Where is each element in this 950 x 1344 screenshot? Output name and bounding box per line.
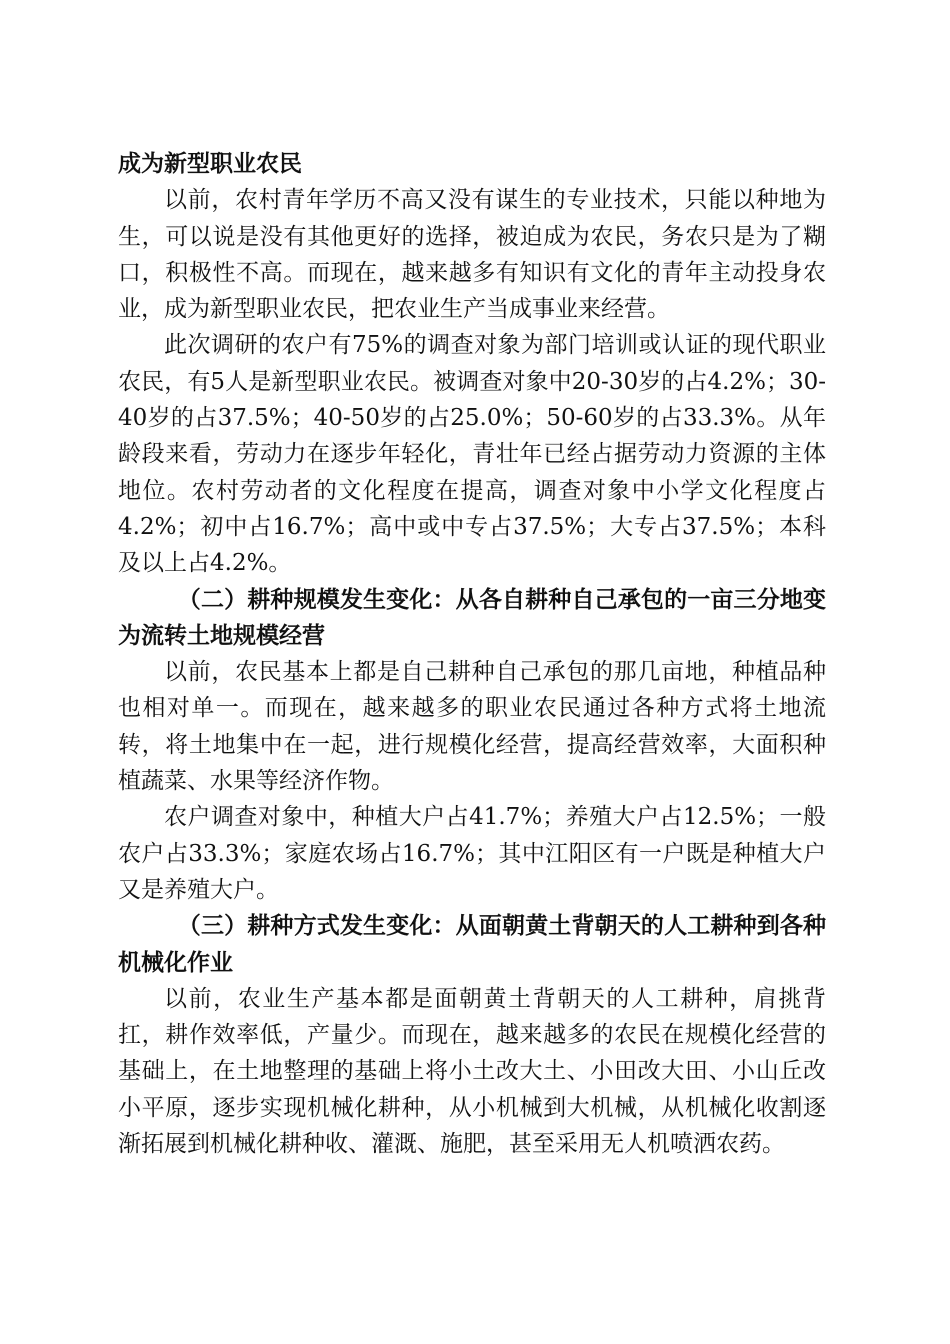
section-heading: （二）耕种规模发生变化：从各自耕种自己承包的一亩三分地变为流转土地规模经营 (118, 585, 826, 649)
document-page (118, 146, 826, 1162)
section-heading-continuation: 成为新型职业农民 (118, 150, 302, 177)
section-heading: （三）耕种方式发生变化：从面朝黄土背朝天的人工耕种到各种机械化作业 (118, 912, 826, 976)
body-paragraph: 以前，农业生产基本都是面朝黄土背朝天的人工耕种，肩挑背扛，耕作效率低，产量少。而现在，越来越多的农民在规模化经营的基础上，在土地整理的基础上将小土改大土、小田改大田、小山丘改小平原，逐步实现机械化耕种，从小机械到大机械，从机械化收割逐渐拓展到机械化耕种收、灌溉、施肥，甚至采用无人机喷洒农药。 (118, 985, 826, 1158)
body-paragraph: 以前，农民基本上都是自己耕种自己承包的那几亩地，种植品种也相对单一。而现在，越来越多的职业农民通过各种方式将土地流转，将土地集中在一起，进行规模化经营，提高经营效率，大面积种植蔬菜、水果等经济作物。 (118, 659, 826, 795)
body-paragraph: 此次调研的农户有75%的调查对象为部门培训或认证的现代职业农民，有5人是新型职业农民。被调查对象中20-30岁的占4.2%；30-40岁的占37.5%；40-50岁的占25.0%；50-60岁的占33.3%。从年龄段来看，劳动力在逐步年轻化，青壮年已经占据劳动力资源的主体地位。农村劳动者的文化程度在提高，调查对象中小学文化程度占4.2%；初中占16.7%；高中或中专占37.5%；大专占37.5%；本科及以上占4.2%。 (118, 332, 826, 577)
body-paragraph: 农户调查对象中，种植大户占41.7%；养殖大户占12.5%；一般农户占33.3%；家庭农场占16.7%；其中江阳区有一户既是种植大户又是养殖大户。 (118, 804, 826, 903)
body-paragraph: 以前，农村青年学历不高又没有谋生的专业技术，只能以种地为生，可以说是没有其他更好的选择，被迫成为农民，务农只是为了糊口，积极性不高。而现在，越来越多有知识有文化的青年主动投身农业，成为新型职业农民，把农业生产当成事业来经营。 (118, 187, 826, 323)
